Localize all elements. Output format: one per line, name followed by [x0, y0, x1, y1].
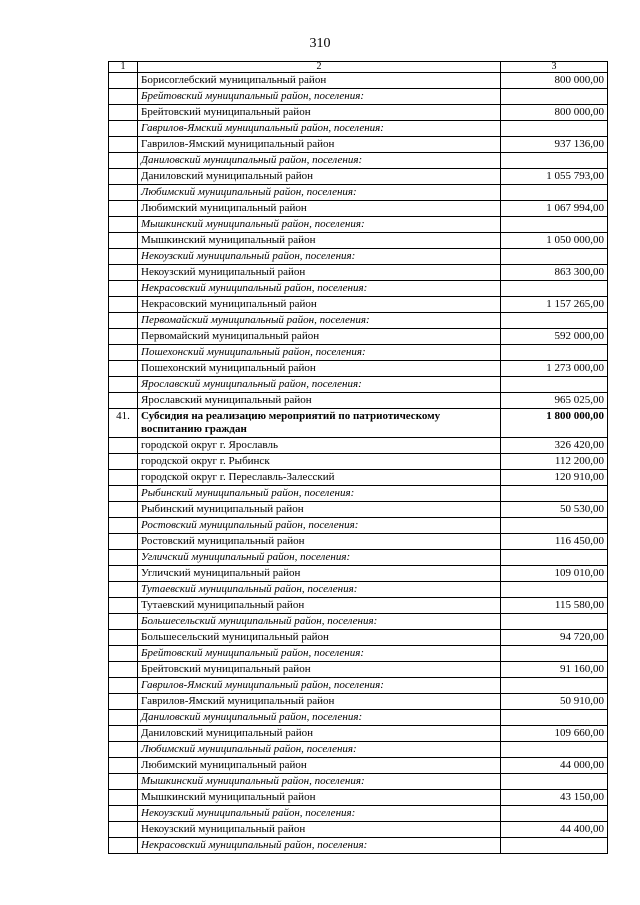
table-row	[109, 233, 608, 249]
row-amount: 1 050 000,00	[501, 233, 608, 249]
column-number-1: 1	[109, 62, 138, 73]
row-index	[109, 217, 138, 233]
row-name: Некрасовский муниципальный район, поселения:	[138, 838, 501, 854]
row-amount: 44 000,00	[501, 758, 608, 774]
row-name: Некрасовский муниципальный район, поселения:	[138, 281, 501, 297]
row-index	[109, 758, 138, 774]
subgroup-row	[109, 313, 608, 329]
row-name: городской округ г. Ярославль	[138, 438, 501, 454]
row-index	[109, 185, 138, 201]
row-name: Первомайский муниципальный район, поселения:	[138, 313, 501, 329]
row-amount	[501, 838, 608, 854]
row-amount: 116 450,00	[501, 534, 608, 550]
row-amount	[501, 518, 608, 534]
table-row	[109, 361, 608, 377]
row-amount: 1 067 994,00	[501, 201, 608, 217]
row-amount: 50 530,00	[501, 502, 608, 518]
row-index	[109, 598, 138, 614]
table-body	[109, 62, 608, 854]
row-amount: 800 000,00	[501, 73, 608, 89]
row-name: Гаврилов-Ямский муниципальный район, поселения:	[138, 121, 501, 137]
row-name: Гаврилов-Ямский муниципальный район, поселения:	[138, 678, 501, 694]
row-amount	[501, 281, 608, 297]
row-index	[109, 137, 138, 153]
row-index	[109, 169, 138, 185]
subgroup-row	[109, 89, 608, 105]
row-index	[109, 566, 138, 582]
row-index	[109, 438, 138, 454]
subgroup-row	[109, 646, 608, 662]
row-name: Мышкинский муниципальный район, поселения:	[138, 217, 501, 233]
table-row	[109, 297, 608, 313]
subgroup-row	[109, 774, 608, 790]
row-amount	[501, 550, 608, 566]
row-index	[109, 742, 138, 758]
row-index	[109, 121, 138, 137]
subgroup-row	[109, 678, 608, 694]
row-name: городской округ г. Переславль-Залесский	[138, 470, 501, 486]
row-name: Брейтовский муниципальный район	[138, 105, 501, 121]
table-row	[109, 454, 608, 470]
row-index	[109, 297, 138, 313]
row-index	[109, 838, 138, 854]
row-amount: 91 160,00	[501, 662, 608, 678]
row-name: Ярославский муниципальный район, поселения:	[138, 377, 501, 393]
table-row	[109, 566, 608, 582]
table-row	[109, 790, 608, 806]
row-name: Мышкинский муниципальный район, поселения:	[138, 774, 501, 790]
subgroup-row	[109, 377, 608, 393]
row-index	[109, 361, 138, 377]
row-amount: 592 000,00	[501, 329, 608, 345]
row-amount: 109 660,00	[501, 726, 608, 742]
row-index	[109, 454, 138, 470]
table-row	[109, 726, 608, 742]
row-name: Пошехонский муниципальный район	[138, 361, 501, 377]
row-name: Даниловский муниципальный район, поселения:	[138, 153, 501, 169]
table-row	[109, 393, 608, 409]
row-name: Некоузский муниципальный район	[138, 822, 501, 838]
row-index	[109, 710, 138, 726]
row-index	[109, 630, 138, 646]
row-name: Ростовский муниципальный район, поселения:	[138, 518, 501, 534]
row-amount: 965 025,00	[501, 393, 608, 409]
row-amount: 94 720,00	[501, 630, 608, 646]
row-index	[109, 265, 138, 281]
row-index	[109, 646, 138, 662]
row-amount	[501, 217, 608, 233]
row-name: Мышкинский муниципальный район	[138, 233, 501, 249]
row-name: городской округ г. Рыбинск	[138, 454, 501, 470]
subgroup-row	[109, 838, 608, 854]
subgroup-row	[109, 742, 608, 758]
row-name: Брейтовский муниципальный район, поселения:	[138, 89, 501, 105]
row-index	[109, 486, 138, 502]
row-name: Большесельский муниципальный район	[138, 630, 501, 646]
row-name: Гаврилов-Ямский муниципальный район	[138, 137, 501, 153]
row-amount: 112 200,00	[501, 454, 608, 470]
column-number-row	[109, 62, 608, 73]
row-amount	[501, 121, 608, 137]
row-index	[109, 393, 138, 409]
row-name: Некоузский муниципальный район, поселения:	[138, 806, 501, 822]
row-name: Угличский муниципальный район	[138, 566, 501, 582]
row-amount	[501, 614, 608, 630]
row-amount	[501, 806, 608, 822]
row-name: Ростовский муниципальный район	[138, 534, 501, 550]
subsidy-table	[108, 61, 608, 854]
table-row	[109, 470, 608, 486]
row-index	[109, 73, 138, 89]
row-amount: 115 580,00	[501, 598, 608, 614]
subgroup-row	[109, 185, 608, 201]
page-number: 310	[309, 36, 331, 51]
row-index	[109, 105, 138, 121]
row-amount: 937 136,00	[501, 137, 608, 153]
subgroup-row	[109, 518, 608, 534]
row-amount: 800 000,00	[501, 105, 608, 121]
subgroup-row	[109, 121, 608, 137]
section-total: 1 800 000,00	[501, 409, 608, 438]
row-index	[109, 774, 138, 790]
row-amount	[501, 313, 608, 329]
row-amount: 326 420,00	[501, 438, 608, 454]
row-index	[109, 694, 138, 710]
row-amount	[501, 710, 608, 726]
row-amount	[501, 153, 608, 169]
row-name: Любимский муниципальный район, поселения:	[138, 185, 501, 201]
row-index	[109, 550, 138, 566]
table-row	[109, 329, 608, 345]
row-index	[109, 470, 138, 486]
row-name: Рыбинский муниципальный район, поселения:	[138, 486, 501, 502]
row-name: Брейтовский муниципальный район	[138, 662, 501, 678]
table-row	[109, 137, 608, 153]
row-index	[109, 281, 138, 297]
subgroup-row	[109, 249, 608, 265]
table-row	[109, 630, 608, 646]
row-index	[109, 614, 138, 630]
row-name: Борисоглебский муниципальный район	[138, 73, 501, 89]
row-index	[109, 153, 138, 169]
table-row	[109, 502, 608, 518]
row-amount	[501, 486, 608, 502]
row-name: Гаврилов-Ямский муниципальный район	[138, 694, 501, 710]
row-amount: 43 150,00	[501, 790, 608, 806]
row-amount	[501, 742, 608, 758]
row-index	[109, 502, 138, 518]
subgroup-row	[109, 550, 608, 566]
column-number-2: 2	[138, 62, 501, 73]
row-index	[109, 345, 138, 361]
row-index	[109, 329, 138, 345]
row-index	[109, 678, 138, 694]
subgroup-row	[109, 582, 608, 598]
row-name: Даниловский муниципальный район	[138, 726, 501, 742]
row-amount: 1 157 265,00	[501, 297, 608, 313]
row-index	[109, 249, 138, 265]
row-amount	[501, 582, 608, 598]
row-amount	[501, 774, 608, 790]
row-index	[109, 313, 138, 329]
section-header-row	[109, 409, 608, 438]
table-row	[109, 201, 608, 217]
row-name: Тутаевский муниципальный район	[138, 598, 501, 614]
row-name: Пошехонский муниципальный район, поселения:	[138, 345, 501, 361]
row-index	[109, 534, 138, 550]
row-name: Некоузский муниципальный район	[138, 265, 501, 281]
row-index	[109, 790, 138, 806]
subgroup-row	[109, 153, 608, 169]
row-amount	[501, 89, 608, 105]
row-name: Большесельский муниципальный район, поселения:	[138, 614, 501, 630]
subgroup-row	[109, 806, 608, 822]
row-index	[109, 662, 138, 678]
subgroup-row	[109, 345, 608, 361]
table-row	[109, 758, 608, 774]
row-amount: 120 910,00	[501, 470, 608, 486]
subgroup-row	[109, 281, 608, 297]
row-amount	[501, 377, 608, 393]
row-amount	[501, 646, 608, 662]
table-row	[109, 534, 608, 550]
row-amount: 50 910,00	[501, 694, 608, 710]
table-row	[109, 438, 608, 454]
row-index	[109, 518, 138, 534]
row-name: Некрасовский муниципальный район	[138, 297, 501, 313]
row-index	[109, 377, 138, 393]
row-name: Тутаевский муниципальный район, поселения:	[138, 582, 501, 598]
row-name: Первомайский муниципальный район	[138, 329, 501, 345]
row-index	[109, 822, 138, 838]
table-row	[109, 662, 608, 678]
table-row	[109, 105, 608, 121]
subgroup-row	[109, 710, 608, 726]
subgroup-row	[109, 614, 608, 630]
column-number-3: 3	[501, 62, 608, 73]
table-row	[109, 169, 608, 185]
table-row	[109, 598, 608, 614]
row-index	[109, 582, 138, 598]
row-name: Ярославский муниципальный район	[138, 393, 501, 409]
subgroup-row	[109, 217, 608, 233]
row-amount: 1 055 793,00	[501, 169, 608, 185]
subgroup-row	[109, 486, 608, 502]
row-index	[109, 806, 138, 822]
row-index	[109, 726, 138, 742]
row-name: Некоузский муниципальный район, поселения:	[138, 249, 501, 265]
row-amount	[501, 185, 608, 201]
row-name: Рыбинский муниципальный район	[138, 502, 501, 518]
row-amount: 1 273 000,00	[501, 361, 608, 377]
row-amount: 863 300,00	[501, 265, 608, 281]
row-name: Угличский муниципальный район, поселения:	[138, 550, 501, 566]
row-name: Даниловский муниципальный район	[138, 169, 501, 185]
table-row	[109, 265, 608, 281]
table-row	[109, 73, 608, 89]
row-name: Мышкинский муниципальный район	[138, 790, 501, 806]
row-name: Любимский муниципальный район, поселения:	[138, 742, 501, 758]
row-index	[109, 233, 138, 249]
row-index	[109, 89, 138, 105]
row-name: Брейтовский муниципальный район, поселения:	[138, 646, 501, 662]
row-amount: 109 010,00	[501, 566, 608, 582]
table-row	[109, 694, 608, 710]
row-index: 41.	[109, 409, 138, 438]
row-amount	[501, 345, 608, 361]
table-row	[109, 822, 608, 838]
row-amount	[501, 249, 608, 265]
row-amount	[501, 678, 608, 694]
row-name: Любимский муниципальный район	[138, 201, 501, 217]
row-name: Любимский муниципальный район	[138, 758, 501, 774]
row-index	[109, 201, 138, 217]
section-title: Субсидия на реализацию мероприятий по патриотическому воспитанию граждан	[138, 409, 501, 438]
row-amount: 44 400,00	[501, 822, 608, 838]
row-name: Даниловский муниципальный район, поселения:	[138, 710, 501, 726]
